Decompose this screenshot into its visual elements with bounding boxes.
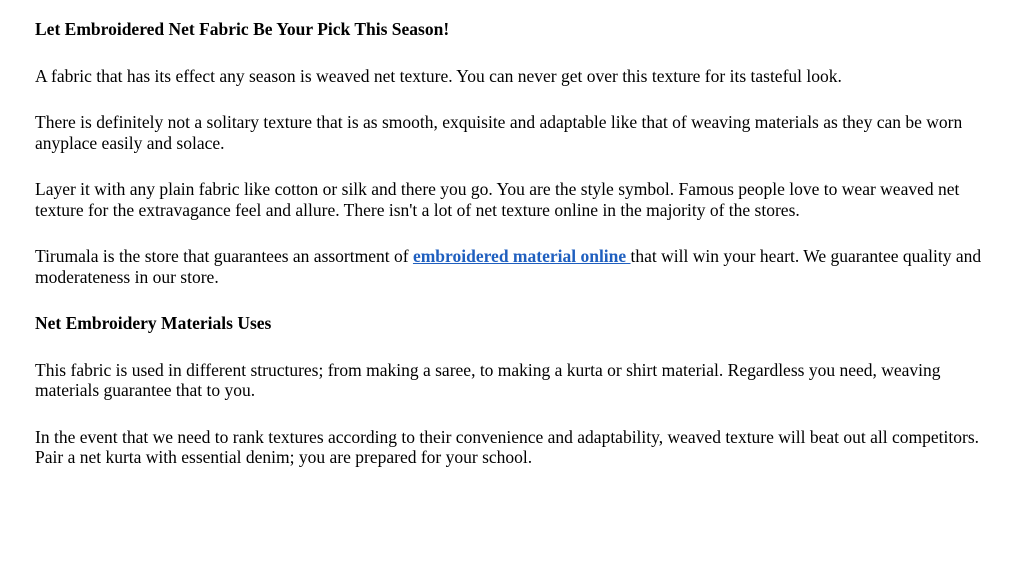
section-heading: Net Embroidery Materials Uses [35,313,272,333]
paragraph-4-text-after: that will win your heart. We guarantee quality and moderateness in our store. [35,246,982,287]
paragraph-6: In the event that we need to rank textures according to their convenience and adaptability, weaved texture will beat out all competitors. Pair a net kurta with essential denim; you are prepared for your school. [35,426,980,467]
paragraph-1: A fabric that has its effect any season is weaved net texture. You can never get over this texture for its tasteful look. [35,65,842,86]
paragraph-4-text-before: Tirumala is the store that guarantees an assortment of [35,246,413,266]
embroidered-material-link[interactable]: embroidered material online [412,246,631,266]
page-title: Let Embroidered Net Fabric Be Your Pick This Season! [35,19,450,39]
paragraph-5: This fabric is used in different structures; from making a saree, to making a kurta or shirt material. Regardless you need, weaving materials guarantee that to you. [35,359,941,400]
paragraph-4 [35,246,994,287]
paragraph-2: There is definitely not a solitary texture that is as smooth, exquisite and adaptable like that of weaving materials as they can be worn anyplace easily and solace. [35,112,963,153]
paragraph-3: Layer it with any plain fabric like cotton or silk and there you go. You are the style symbol. Famous people love to wear weaved net texture for the extravagance feel and allure. There isn't a lot of net texture online in the majority of the stores. [35,179,960,220]
